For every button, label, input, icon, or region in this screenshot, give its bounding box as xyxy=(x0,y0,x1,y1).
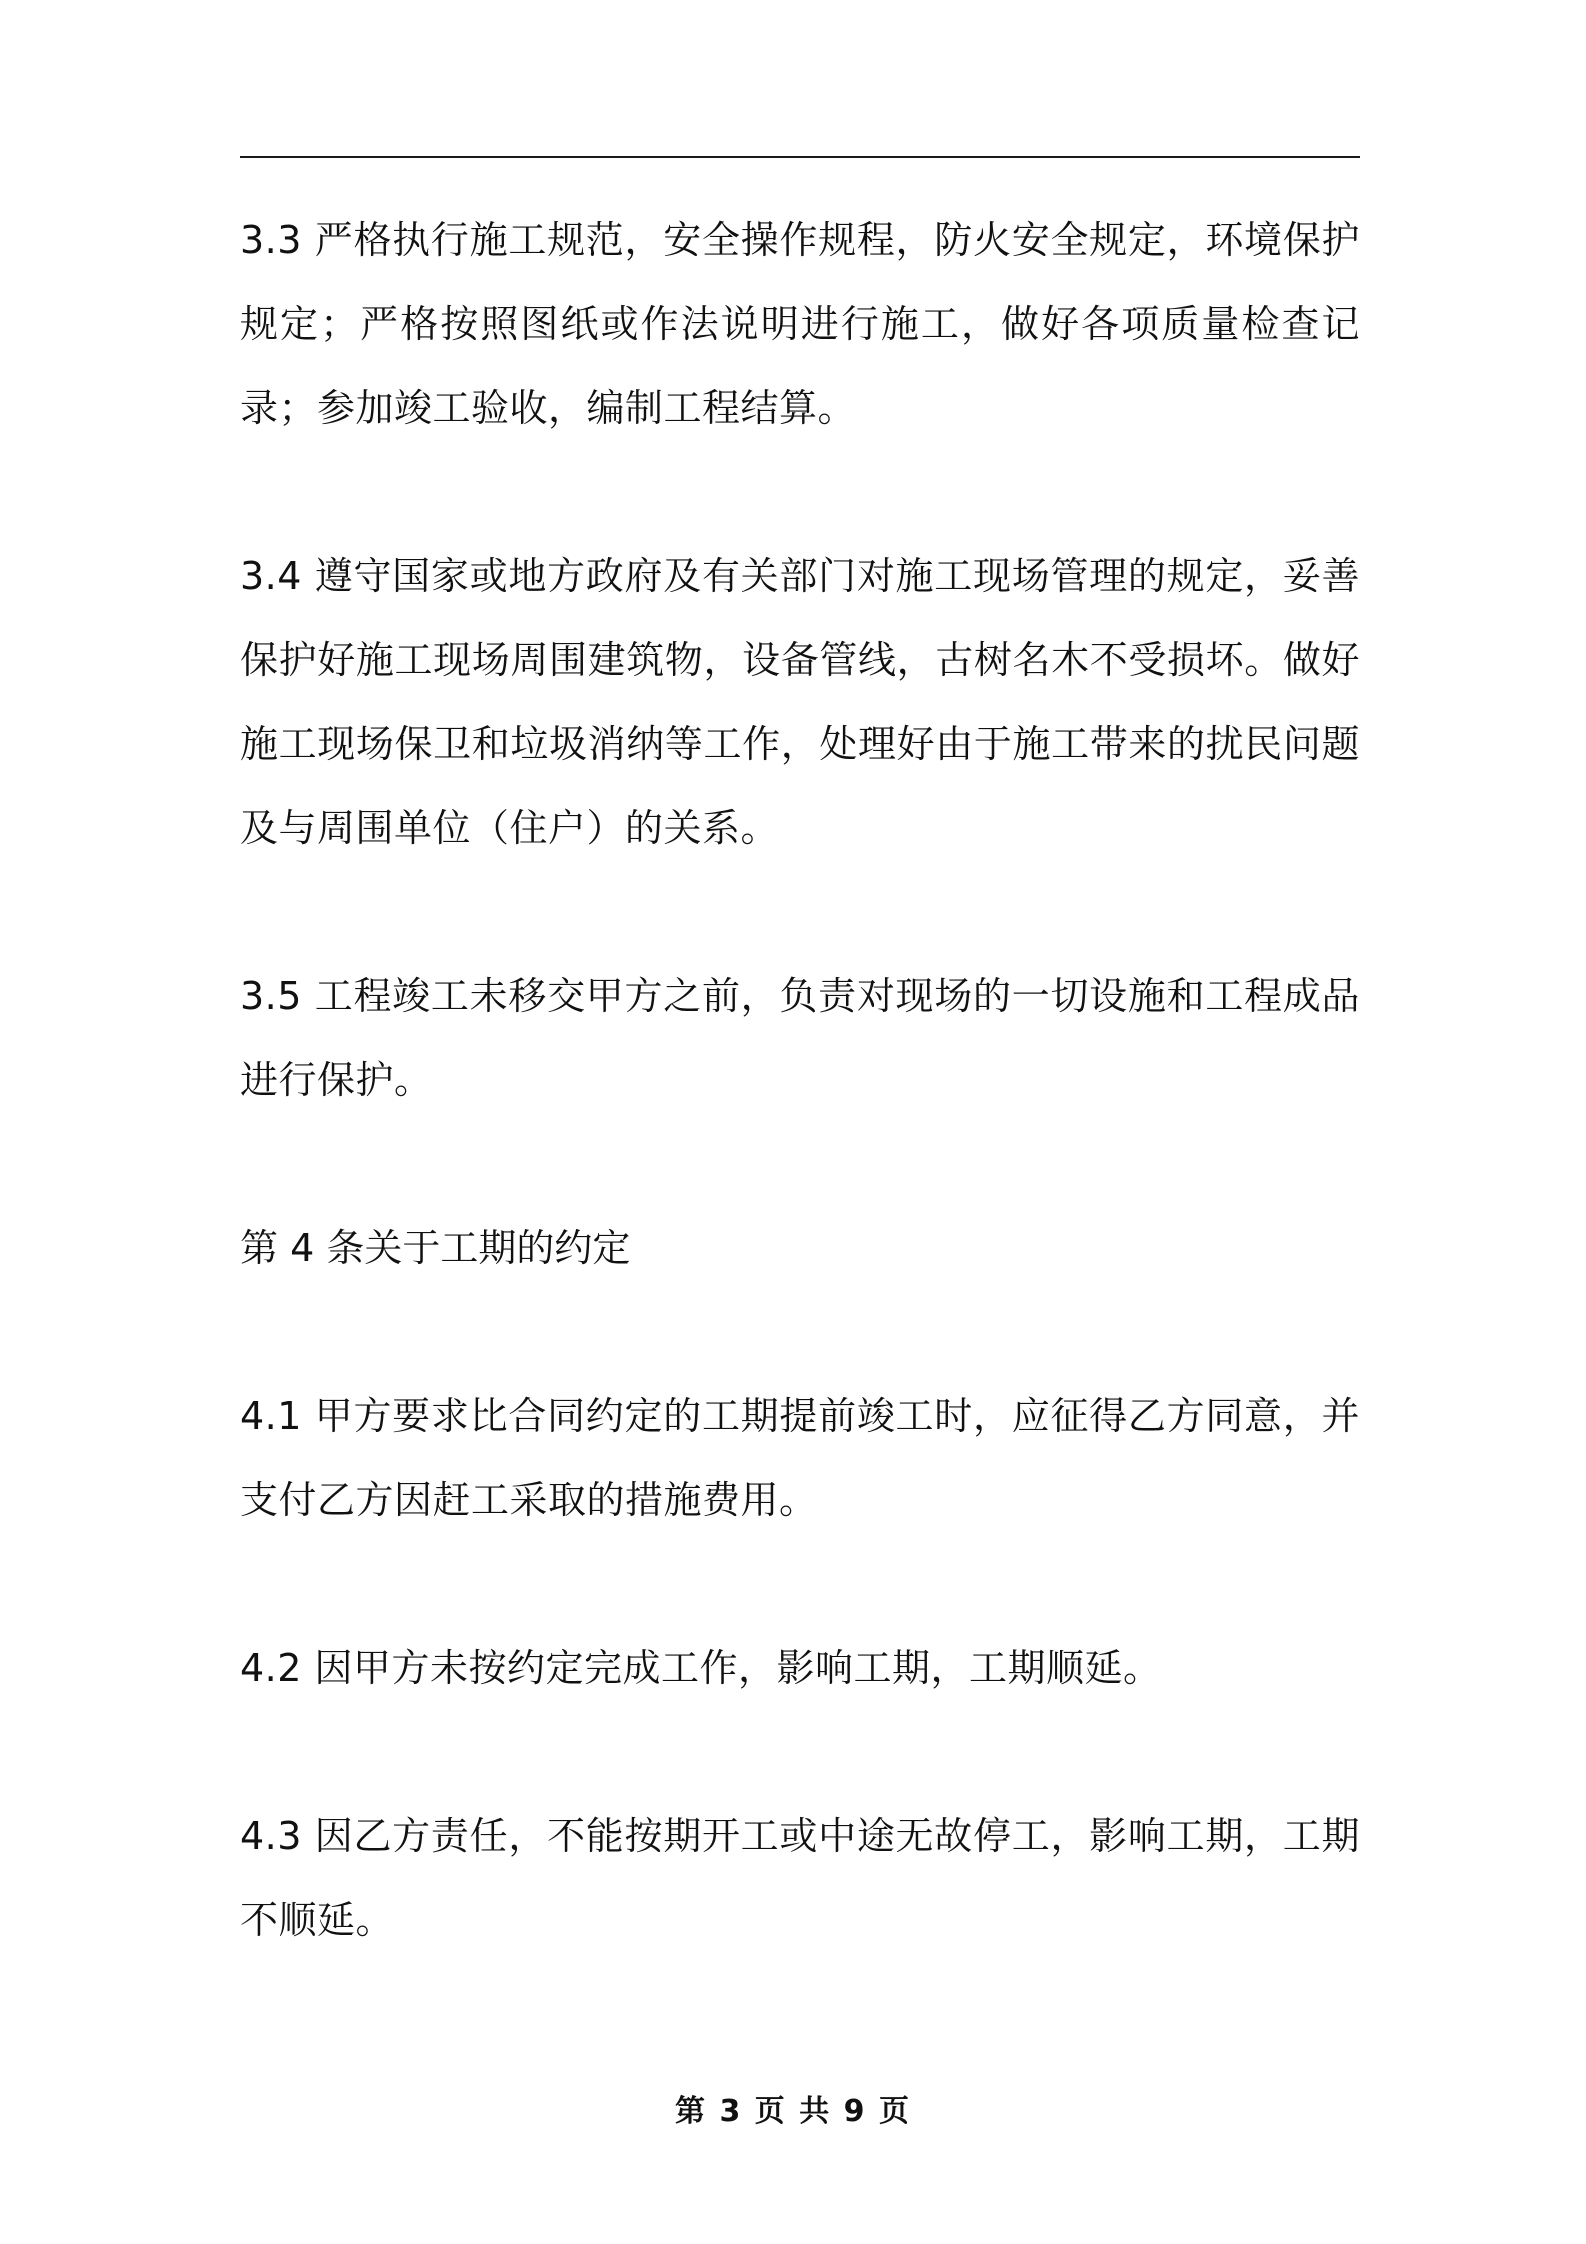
clause-3-3: 3.3 严格执行施工规范，安全操作规程，防火安全规定，环境保护规定；严格按照图纸或作法说明进行施工，做好各项质量检查记录；参加竣工验收，编制工程结算。 xyxy=(240,218,1360,430)
spacer xyxy=(240,1542,1360,1626)
clause-3-5: 3.5 工程竣工未移交甲方之前，负责对现场的一切设施和工程成品进行保护。 xyxy=(240,974,1360,1102)
clause-3-4: 3.4 遵守国家或地方政府及有关部门对施工现场管理的规定，妥善保护好施工现场周围建筑物，设备管线，古树名木不受损坏。做好施工现场保卫和垃圾消纳等工作，处理好由于施工带来的扰民问题及与周围单位（住户）的关系。 xyxy=(240,554,1360,850)
header-rule xyxy=(240,156,1360,158)
page-number: 第 3 页 共 9 页 xyxy=(675,2094,911,2129)
section-heading-4: 第 4 条关于工期的约定 xyxy=(240,1226,631,1270)
clause-4-1: 4.1 甲方要求比合同约定的工期提前竣工时，应征得乙方同意，并支付乙方因赶工采取的措施费用。 xyxy=(240,1394,1360,1522)
document-body xyxy=(240,198,1360,1962)
clause-4-3: 4.3 因乙方责任，不能按期开工或中途无故停工，影响工期，工期不顺延。 xyxy=(240,1814,1360,1942)
spacer xyxy=(240,870,1360,954)
clause-4-2: 4.2 因甲方未按约定完成工作，影响工期，工期顺延。 xyxy=(240,1646,1162,1690)
spacer xyxy=(240,1290,1360,1374)
spacer xyxy=(240,1122,1360,1206)
spacer xyxy=(240,1710,1360,1794)
spacer xyxy=(240,450,1360,534)
